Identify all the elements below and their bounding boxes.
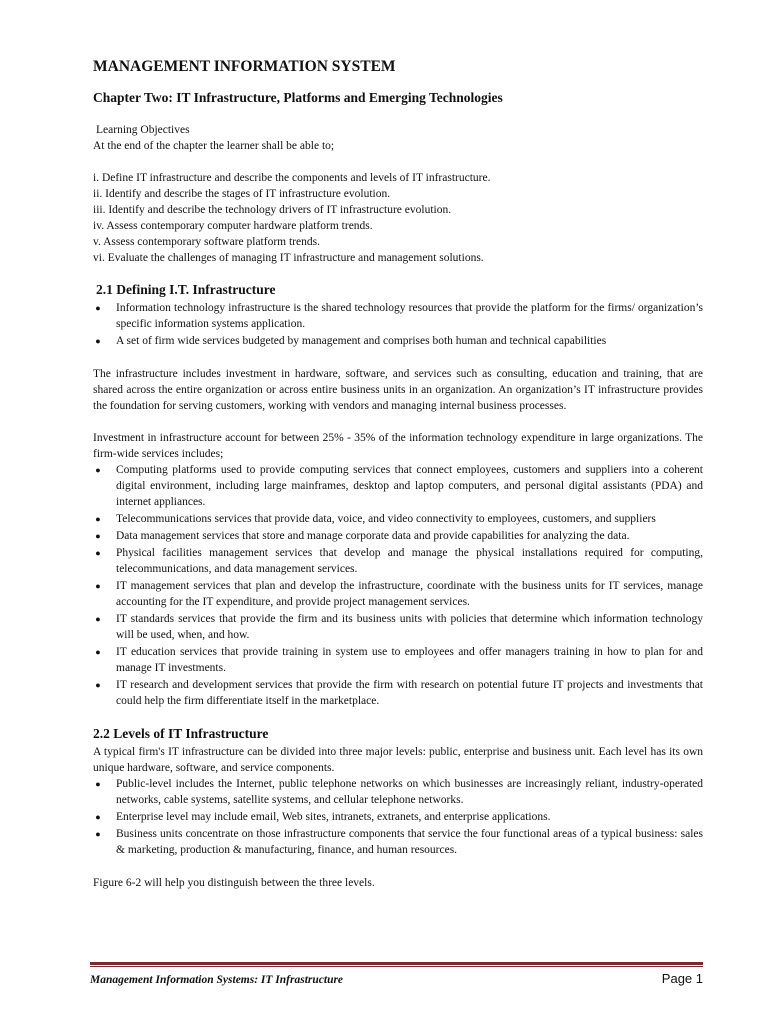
bullet-icon: ● bbox=[95, 614, 101, 624]
bullet-icon: ● bbox=[95, 531, 101, 541]
definition-bullets bbox=[93, 300, 703, 349]
list-item: ● IT research and development services that provide the firm with research on potential future IT projects and investments that could help the firm differentiate itself in the marketplace. bbox=[93, 677, 703, 709]
document-title: MANAGEMENT INFORMATION SYSTEM bbox=[93, 58, 396, 75]
objective-item: iv. Assess contemporary computer hardware platform trends. bbox=[93, 220, 373, 232]
chapter-title: Chapter Two: IT Infrastructure, Platforms and Emerging Technologies bbox=[93, 90, 503, 105]
objective-item: iii. Identify and describe the technology drivers of IT infrastructure evolution. bbox=[93, 204, 452, 216]
list-item: ● Data management services that store and manage corporate data and provide capabilities for analyzing the data. bbox=[93, 528, 703, 544]
list-item: ● Public-level includes the Internet, public telephone networks on which businesses are increasingly reliant, industry-operated networks, cable systems, satellite systems, and cellular telephone networks. bbox=[93, 776, 703, 808]
objective-item: vi. Evaluate the challenges of managing IT infrastructure and management solutions. bbox=[93, 252, 484, 264]
list-item: ● Information technology infrastructure is the shared technology resources that provide the platform for the firms/ organization’s specific information systems application. bbox=[93, 300, 703, 332]
objective-item: i. Define IT infrastructure and describe the components and levels of IT infrastructure. bbox=[93, 172, 491, 184]
list-item: ● Computing platforms used to provide computing services that connect employees, customers and suppliers into a coherent digital environment, including large mainframes, desktop and laptop computers, and personal digital assistants (PDA) and internet appliances. bbox=[93, 462, 703, 510]
list-item: ● IT management services that plan and develop the infrastructure, coordinate with the business units for IT services, manage accounting for the IT expenditure, and provide project management services. bbox=[93, 578, 703, 610]
list-item: ● Telecommunications services that provide data, voice, and video connectivity to employees, customers, and suppliers bbox=[93, 511, 703, 527]
footer-title: Management Information Systems: IT Infrastructure bbox=[90, 974, 344, 986]
list-item: ● Business units concentrate on those infrastructure components that service the four functional areas of a typical business: sales & marketing, production & manufacturing, finance, and human resources. bbox=[93, 826, 703, 858]
list-item: ● IT education services that provide training in system use to employees and offer managers training in how to plan for and manage IT investments. bbox=[93, 644, 703, 676]
bullet-icon: ● bbox=[95, 581, 101, 591]
objective-item: v. Assess contemporary software platform trends. bbox=[93, 236, 320, 248]
page-number: Page 1 bbox=[661, 971, 703, 986]
section-heading-2-2: 2.2 Levels of IT Infrastructure bbox=[93, 726, 269, 741]
section-heading-2-1: 2.1 Defining I.T. Infrastructure bbox=[96, 282, 276, 297]
bullet-icon: ● bbox=[95, 647, 101, 657]
footer-rule bbox=[90, 962, 703, 965]
investment-paragraph: Investment in infrastructure account for between 25% - 35% of the information technology expenditure in large organizations. The firm-wide services includes; bbox=[93, 432, 703, 460]
list-item: ● IT standards services that provide the firm and its business units with policies that determine which information technology will be used, when, and how. bbox=[93, 611, 703, 643]
services-bullets bbox=[93, 462, 703, 709]
bullet-icon: ● bbox=[95, 303, 101, 313]
bullet-icon: ● bbox=[95, 680, 101, 690]
bullet-icon: ● bbox=[95, 548, 101, 558]
bullet-icon: ● bbox=[95, 829, 101, 839]
infrastructure-paragraph: The infrastructure includes investment in hardware, software, and services such as consulting, education and training, that are shared across the entire organization or across entire business units in an organization. An organization’s IT infrastructure provides the foundation for serving customers, working with vendors and managing internal business processes. bbox=[93, 368, 703, 412]
page-footer bbox=[90, 962, 703, 986]
bullet-icon: ● bbox=[95, 465, 101, 475]
objective-item: ii. Identify and describe the stages of IT infrastructure evolution. bbox=[93, 188, 391, 200]
list-item: ● A set of firm wide services budgeted by management and comprises both human and technical capabilities bbox=[93, 333, 703, 349]
list-item: ● Physical facilities management services that develop and manage the physical installations required for computing, telecommunications, and data management services. bbox=[93, 545, 703, 577]
learning-objectives-intro: At the end of the chapter the learner shall be able to; bbox=[93, 140, 335, 152]
page-content bbox=[93, 58, 703, 891]
list-item: ● Enterprise level may include email, Web sites, intranets, extranets, and enterprise applications. bbox=[93, 809, 703, 825]
figure-reference-paragraph: Figure 6-2 will help you distinguish between the three levels. bbox=[93, 877, 375, 889]
bullet-icon: ● bbox=[95, 779, 101, 789]
levels-intro-paragraph: A typical firm's IT infrastructure can be divided into three major levels: public, enterprise and business unit. Each level has its own unique hardware, software, and service components. bbox=[93, 746, 703, 774]
learning-objectives-heading: Learning Objectives bbox=[96, 124, 190, 136]
bullet-icon: ● bbox=[95, 812, 101, 822]
bullet-icon: ● bbox=[95, 336, 101, 346]
levels-bullets bbox=[93, 776, 703, 858]
bullet-icon: ● bbox=[95, 514, 101, 524]
footer-rule-thin bbox=[90, 966, 703, 967]
